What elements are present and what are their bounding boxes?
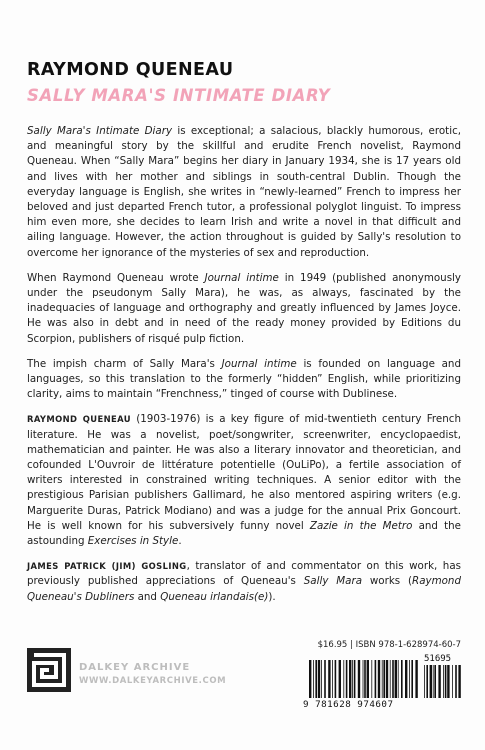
blurb-paragraph-3: The impish charm of Sally Mara's Journal intime is founded on language and languages, so this translation to the formerly “hidden” English, while prioritizing clarity, aims to maintain “Frenchness,” tinged of course with Dublinese.	[27, 357, 461, 401]
translator-name: JAMES PATRICK (JIM) GOSLING	[27, 561, 187, 572]
book-title-inline: Sally Mara's Intimate Diary	[27, 125, 173, 137]
price-code: 51695	[424, 654, 452, 664]
price: $16.95	[317, 640, 348, 650]
blurb-paragraph-1: Sally Mara's Intimate Diary is exceptional; a salacious, blackly humorous, erotic, and meaningful story by the skillful and erudite French novelist, Raymond Queneau. When “Sally Mara” begins her diary in January 1934, she is 17 years old and lives with her mother and siblings in south-central Dublin. Though the everyday language is English, she writes in “newly-learned” French to impress her beloved and just departed French tutor, a professional polyglot linguist. To impress him even more, she decides to learn Irish and write a novel in that difficult and ailing language. However, the action throughout is guided by Sally's resolution to overcome her ignorance of the mysteries of sex and reproduction.	[27, 125, 462, 259]
price-isbn-line: $16.95 | ISBN 978-1-628974-60-7	[317, 640, 461, 650]
blurb-paragraph-2: When Raymond Queneau wrote Journal intime in 1949 (published anonymously under the pseudonym Sally Mara), he was, as always, fascinated by the inadequacies of language and orthography and greatly influenced by James Joyce. He was also in debt and in need of the ready money provided by Editions du Scorpion, publishers of risqué pulp fiction.	[27, 271, 462, 345]
book-title: SALLY MARA'S INTIMATE DIARY	[27, 86, 331, 105]
publisher-url: WWW.DALKEYARCHIVE.COM	[79, 676, 227, 686]
blurb-body	[27, 124, 461, 615]
ean-barcode-bars	[309, 660, 419, 698]
author-name: RAYMOND QUENEAU	[27, 60, 234, 80]
dalkey-archive-logo-icon	[27, 648, 71, 692]
publisher-name: DALKEY ARCHIVE	[79, 662, 191, 673]
price-addon-bars	[424, 665, 461, 698]
author-bio-name: RAYMOND QUENEAU	[27, 414, 131, 425]
author-bio: RAYMOND QUENEAU (1903-1976) is a key figure of mid-twentieth century French literature. He was a novelist, poet/songwriter, screenwriter, encyclopaedist, mathematician and painter. He was also a literary innovator and theoretician, and cofounded L'Ouvroir de littérature potentielle (OuLiPo), a fertile association of writers interested in constrained writing techniques. A senior editor with the prestigious Parisian publishers Gallimard, he also mentored aspiring writers (e.g. Marguerite Duras, Patrick Modiano) and was a judge for the annual Prix Goncourt. He is well known for his subversively funny novel Zazie in the Metro and the astounding Exercises in Style.	[27, 413, 461, 548]
cover-footer	[27, 640, 461, 710]
translator-bio: JAMES PATRICK (JIM) GOSLING, translator of and commentator on this work, has previously published appreciations of Queneau's Sally Mara works (Raymond Queneau's Dubliners and Queneau irlandais(e)).	[27, 560, 461, 603]
barcode-digits: 9 781628 974607	[303, 699, 394, 710]
isbn-barcode	[303, 654, 461, 710]
isbn: ISBN 978-1-628974-60-7	[355, 640, 461, 650]
